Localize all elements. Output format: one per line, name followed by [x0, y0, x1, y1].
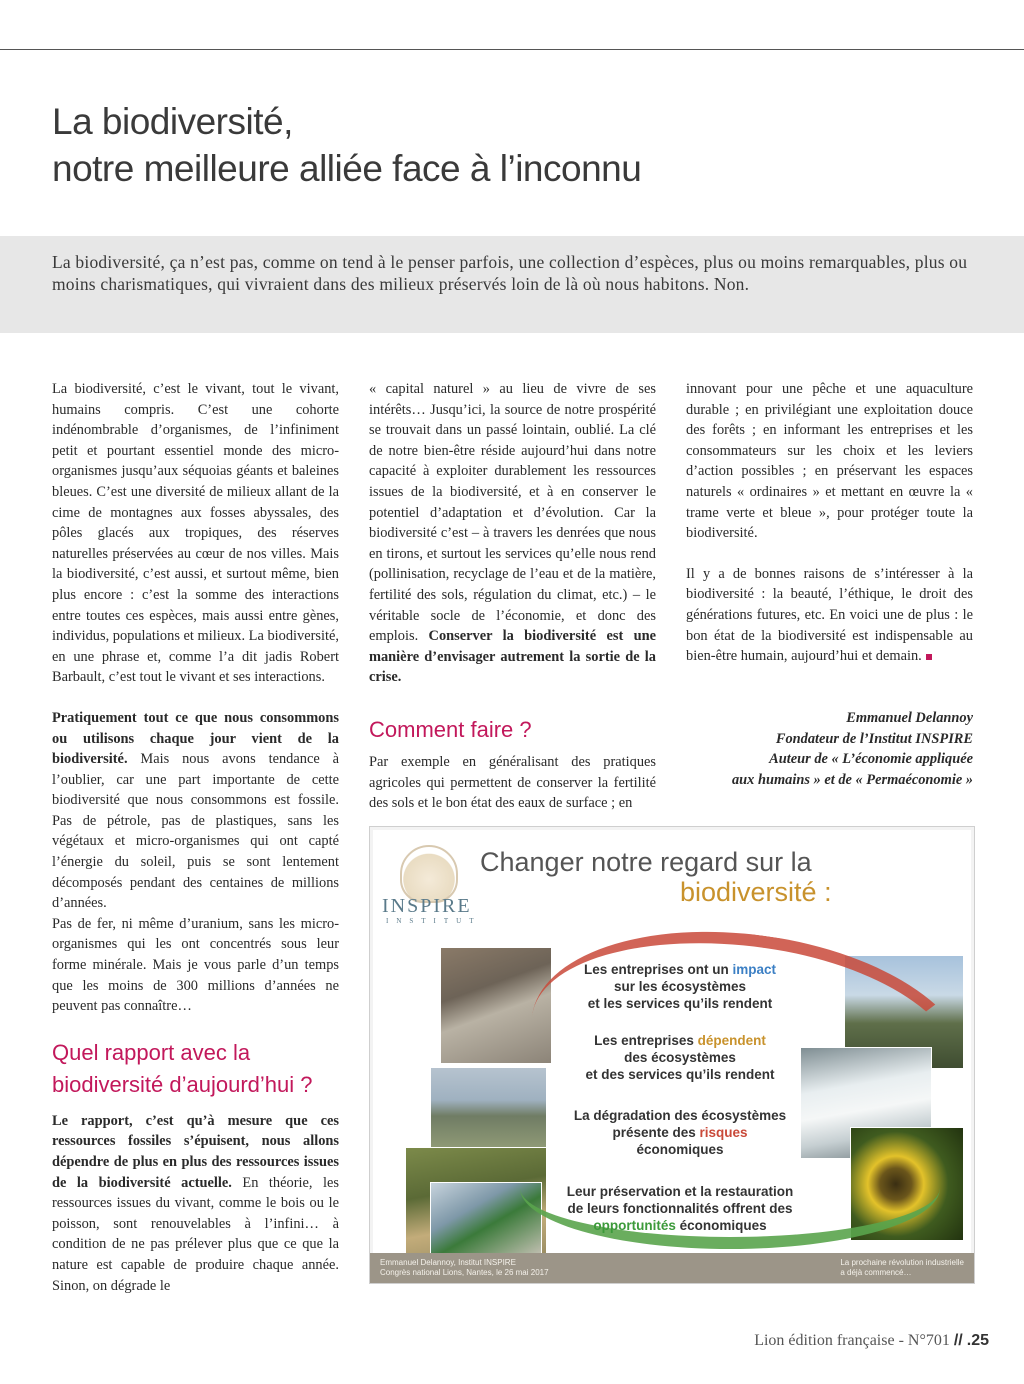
impact-line-2: sur les écosystèmes: [613, 979, 747, 994]
col1-paragraph-2: [52, 708, 339, 914]
col2-paragraph-1-text: « capital naturel » au lieu de vivre de ses intérêts… Jusqu’ici, la source de notre prospérité se trouvait dans un passé lointain, oublié. La clé de notre bien-être réside aujourd’hui dans notre capacité à exploiter durablement les ressources issues de la biodiversité, et à en conserver le potentiel d’adaptation et d’évolution. Car la biodiversité c’est – à travers les denrées que nous en tirons, et surtout les services qu’elle nous rend (pollinisation, recyclage de l’eau et de la matière, fertilité des sols, régulation du climat, etc.) – le véritable socle de l’économie, et donc des emplois.: [369, 381, 656, 645]
depend-line-1: [520, 1032, 840, 1049]
title-line-2: notre meilleure alliée face à l’inconnu: [52, 148, 642, 189]
column-3: [686, 379, 973, 667]
footer-separator: //: [953, 1332, 963, 1349]
opp-highlight: opportunités: [593, 1218, 676, 1233]
col2-paragraph-1-bold: Conserver la biodiversité est une manière d’envisager autrement la sortie de la crise.: [369, 628, 657, 686]
slide-footer-left: [380, 1258, 549, 1278]
depend-line-3: et des services qu’ils rendent: [585, 1067, 775, 1082]
impact-line-1: [520, 961, 840, 978]
risks-line-1: La dégradation des écosystèmes: [573, 1108, 787, 1123]
depend-line-2: des écosystèmes: [624, 1050, 736, 1065]
lead-text: La biodiversité, ça n’est pas, comme on tend à le penser parfois, une collection d’espèces, plus ou moins remarquables, plus ou moins charismatiques, qui vivraient dans des milieux préservés loin de là où nous habitons. Non.: [52, 252, 968, 294]
col2-subheading: Comment faire ?: [369, 716, 532, 742]
slide-block-impact: [520, 961, 840, 1012]
publication-name: Lion édition française - N°701: [754, 1332, 950, 1349]
slide-block-risks: [520, 1107, 840, 1158]
col1-paragraph-2-bold: Pratiquement tout ce que nous consommons ou utilisons chaque jour vient de la biodiversité.: [52, 709, 339, 768]
impact-line-1-text: Les entreprises ont un: [583, 962, 733, 977]
column-2: [369, 379, 656, 814]
title-line-1: La biodiversité,: [52, 101, 293, 142]
slide-footer-left-1: Emmanuel Delannoy, Institut INSPIRE: [380, 1258, 516, 1267]
inspire-logo-subtext: INSTITUT: [386, 917, 482, 925]
author-books-line-1: Auteur de « L’économie appliquée: [769, 751, 973, 768]
col2-paragraph-2: Par exemple en généralisant des pratiques agricoles qui permettent de conserver la fertilité des sols et le bon état des eaux de surface ; en: [369, 753, 656, 812]
depend-highlight: dépendent: [697, 1033, 766, 1048]
slide-title-line-2: biodiversité :: [680, 877, 832, 907]
risks-highlight: risques: [699, 1125, 748, 1140]
end-mark-icon: [926, 654, 932, 660]
impact-highlight: impact: [732, 962, 777, 977]
opp-line-3: [520, 1217, 840, 1234]
col2-paragraph-1: [369, 379, 656, 688]
page-number: .25: [966, 1332, 989, 1349]
risks-line-2: [520, 1124, 840, 1141]
risks-line-3: économiques: [636, 1142, 724, 1157]
page-footer: [754, 1332, 989, 1350]
slide-block-opportunities: [520, 1183, 840, 1234]
col1-paragraph-4-rest: En théorie, les ressources issues du vivant, comme le bois ou le poisson, sont renouvelables à l’infini… à condition de ne pas prélever plus que ce que la nature est capable de produire chaque année. Sinon, on dégrade le: [52, 1174, 339, 1294]
author-role: Fondateur de l’Institut INSPIRE: [775, 730, 973, 747]
slide-footer-left-2: Congrès national Lions, Nantes, le 26 mai 2017: [380, 1268, 549, 1277]
col3-paragraph-2-text: Il y a de bonnes raisons de s’intéresser à la biodiversité : la beauté, l’éthique, le droit des générations futures, etc. En voici une de plus : le bon état de la biodiversité est indispensable au bien-être humain, aujourd’hui et demain.: [686, 565, 973, 665]
col3-paragraph-1: innovant pour une pêche et une aquaculture durable ; en privilégiant une exploitation douce des forêts ; en informant les entreprises et les consommateurs sur les choix et les leviers d’action possibles ; en préservant les espaces naturels « ordinaires » et mettant en œuvre la « trame verte et bleue », pour protéger toute la biodiversité.: [686, 381, 973, 542]
author-name: Emmanuel Delannoy: [846, 710, 973, 726]
col1-paragraph-1: La biodiversité, c’est le vivant, tout le vivant, humains compris. C’est une cohorte indénombrable d’organismes, de l’infiniment petit et pourtant essentiel monde des micro-organismes jusqu’aux séquoias géants et baleines bleues. C’est une diversité de milieux allant de la cime de montagnes aux fosses abyssales, des pôles glacés aux tropiques, des réserves naturelles préservées au cœur de nos villes. Mais la biodiversité, c’est aussi, et surtout même, bien plus encore : c’est la somme des interactions entre toutes ces espèces, mais aussi entre gènes, individus, populations et milieux. La biodiversité, en une phrase et, comme l’a dit jadis Robert Barbault, c’est tout le vivant et ses interactions.: [52, 381, 339, 686]
col1-paragraph-4: [52, 1111, 339, 1296]
author-signature: [686, 708, 973, 790]
depend-line-1-text: Les entreprises: [594, 1033, 698, 1048]
impact-line-3: et les services qu’ils rendent: [587, 996, 773, 1011]
slide-footer-right: [840, 1258, 964, 1278]
slide-title-line-1: Changer notre regard sur la: [480, 847, 812, 877]
lead-box: [0, 236, 1024, 333]
slide-block-depend: [520, 1032, 840, 1083]
risks-line-2-text: présente des: [612, 1125, 700, 1140]
slide-footer-right-2: a déjà commencé…: [840, 1268, 912, 1277]
author-books-line-2: aux humains » et de « Permaéconomie »: [731, 771, 973, 788]
opp-line-1: Leur préservation et la restauration: [566, 1184, 794, 1199]
article-title: [52, 98, 952, 192]
col3-paragraph-2: [686, 564, 973, 667]
slide-footer-right-1: La prochaine révolution industrielle: [840, 1258, 964, 1267]
opp-line-2: de leurs fonctionnalités offrent des: [567, 1201, 793, 1216]
col1-paragraph-2-rest: Mais nous avons tendance à l’oublier, car une part importante de cette biodiversité que nous consommons est fossile. Pas de pétrole, pas de plastiques, sans les végétaux et micro-organismes qui ont capté l’énergie du soleil, puis se sont lentement décomposés pendant des centaines de millions d’années.: [52, 751, 339, 912]
col1-paragraph-3: Pas de fer, ni même d’uranium, sans les micro-organismes qui les ont concentrés sous leur forme minérale. Mais je vous parle d’un temps que les moins de 300 millions d’années ne peuvent pas connaître…: [52, 915, 339, 1015]
opp-line-3-text: économiques: [675, 1218, 767, 1233]
inspire-logo-text: INSPIRE: [382, 895, 472, 917]
column-1: [52, 379, 339, 1296]
col1-paragraph-4-bold: Le rapport, c’est qu’à mesure que ces ressources fossiles s’épuisent, nous allons dépendre de plus en plus des ressources issues de la biodiversité actuelle.: [52, 1112, 339, 1191]
slide-footer: [370, 1253, 974, 1283]
inspire-slide-figure: [369, 826, 975, 1284]
top-rule: [0, 49, 1024, 50]
col1-subheading: Quel rapport avec la biodiversité d’aujourd’hui ?: [52, 1039, 313, 1097]
